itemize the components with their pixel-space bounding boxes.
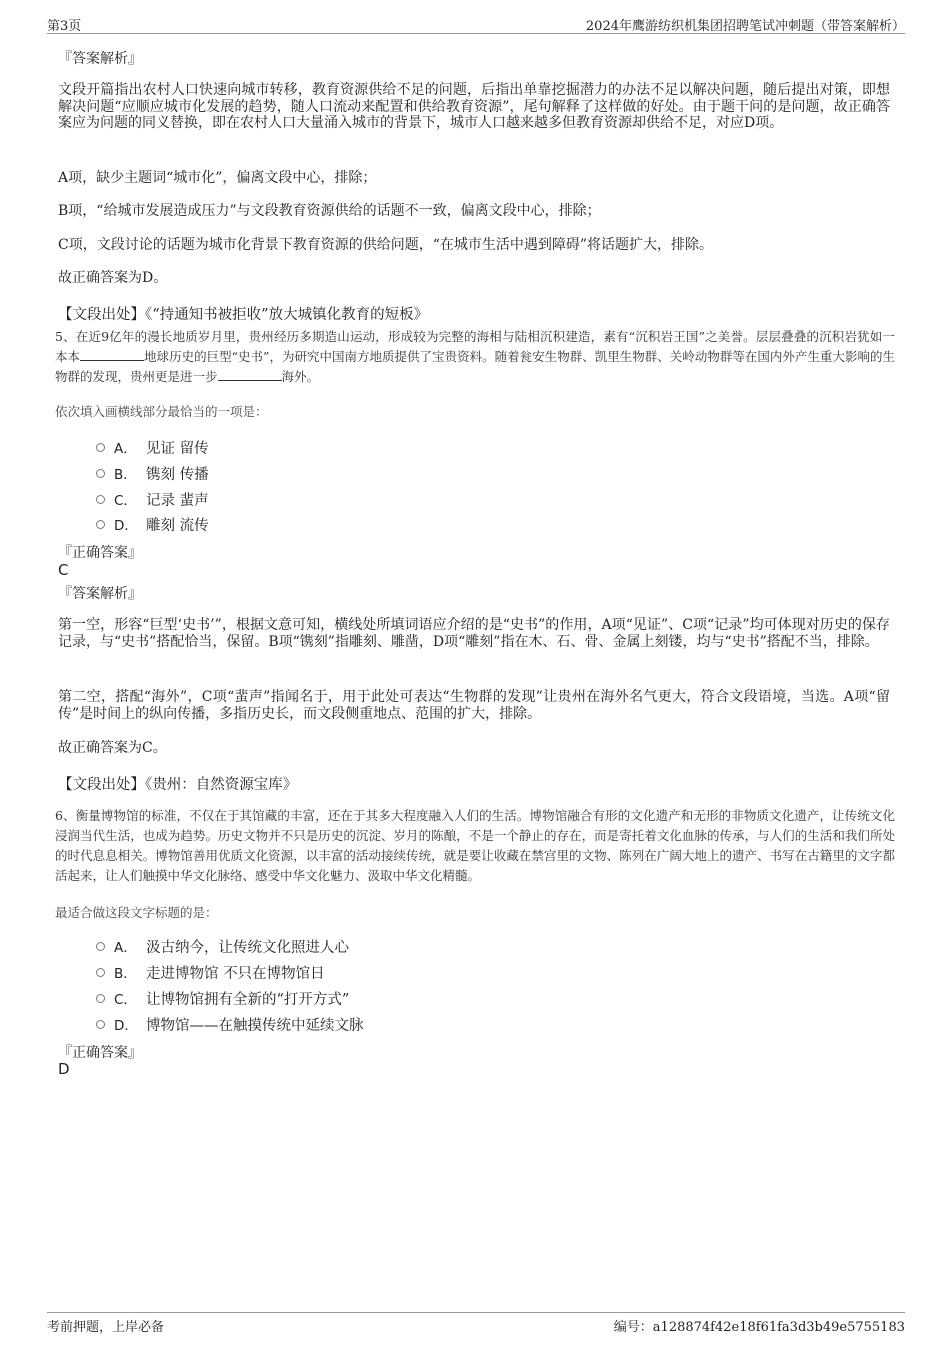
option-text: 让博物馆拥有全新的“打开方式” [146,992,350,1008]
option-text: 汲古纳今，让传统文化照进人心 [146,940,349,956]
option-text: 见证 留传 [146,441,209,457]
q5-analysis-label: 『答案解析』 [58,586,142,602]
radio-icon[interactable] [96,443,105,452]
radio-icon[interactable] [96,942,105,951]
document-code: 编号：a128874f42e18f61fa3d3b49e5755183 [613,1320,905,1335]
q4-conclusion: 故正确答案为D。 [58,270,168,286]
option-letter: B． [114,966,137,982]
option-text: 记录 蜚声 [146,493,209,509]
q6-stem: 6、衡量博物馆的标准，不仅在于其馆藏的丰富，还在于其多大程度融入人们的生活。博物馆融合有形的文化遗产和无形的非物质文化遗产，让传统文化浸润当代生活，也成为趋势。历史文物并不只是历史的沉淀、岁月的陈酿，不是一个静止的存在，而是寄托着文化血脉的传承，与人们的生活和我们所处的时代息息相关。博物馆善用优质文化资源，以丰富的活动接续传统，就是要让收藏在禁宫里的文物、陈列在广阔大地上的遗产、书写在古籍里的文字都活起来，让人们触摸中华文化脉络、感受中华文化魅力、汲取中华文化精髓。 [55,808,895,883]
radio-icon[interactable] [96,1020,105,1029]
radio-icon[interactable] [96,469,105,478]
option-text: 雕刻 流传 [146,518,209,534]
option-letter: A． [114,441,137,457]
option-text: 走进博物馆 不只在博物馆日 [146,966,325,982]
radio-icon[interactable] [96,520,105,529]
radio-icon[interactable] [96,495,105,504]
q4-source: 【文段出处】《“持通知书被拒收”放大城镇化教育的短板》 [58,307,429,323]
q5-blank-2 [218,369,282,381]
q5-stem [55,327,895,387]
option-letter: C． [114,992,137,1008]
q5-correct-label: 『正确答案』 [58,545,142,561]
option-letter: A． [114,940,137,956]
q5-stem-part2: 地球历史的巨型“史书”，为研究中国南方地质提供了宝贵资料。随着瓮安生物群、凯里生物群、关岭动物群等在国内外产生重大影响的生物群的发现，贵州更是进一步 [55,349,895,384]
radio-icon[interactable] [96,994,105,1003]
page-number: 第3页 [47,19,82,34]
option-letter: D． [114,1018,138,1034]
q6-correct-answer: D [58,1060,70,1078]
page-header [47,12,905,34]
q4-explain-b: B项，“给城市发展造成压力”与文段教育资源供给的话题不一致，偏离文段中心，排除； [58,203,601,219]
q6-prompt: 最适合做这段文字标题的是： [55,905,218,920]
page-footer [47,1312,905,1334]
q5-analysis-p1: 第一空，形容“巨型‘史书’”，根据文意可知，横线处所填词语应介绍的是“史书”的作用，A项“见证”、C项“记录”均可体现对历史的保存记录，与“史书”搭配恰当，保留。B项“镌刻”指雕刻、雕凿，D项“雕刻”指在木、石、骨、金属上刻镂，均与“史书”搭配不当，排除。 [58,617,890,650]
option-text: 镌刻 传播 [146,467,209,483]
q5-stem-part1: 5、在近9亿年的漫长地质岁月里，贵州经历多期造山运动，形成较为完整的海相与陆相沉积建造，素有“沉积岩王国”之美誉。层层叠叠的沉积岩犹如一本本 [55,329,895,364]
document-title: 2024年鹰游纺织机集团招聘笔试冲刺题（带答案解析） [585,19,905,34]
option-letter: C． [114,493,137,509]
q5-blank-1 [80,349,144,361]
q6-correct-label: 『正确答案』 [58,1045,142,1061]
q5-conclusion: 故正确答案为C。 [58,740,167,756]
q5-prompt: 依次填入画横线部分最恰当的一项是： [55,404,268,419]
q5-source: 【文段出处】《贵州：自然资源宝库》 [58,777,298,793]
q4-analysis-label: 『答案解析』 [58,51,142,67]
q5-analysis-p2: 第二空，搭配“海外”，C项“蜚声”指闻名于，用于此处可表达“生物群的发现”让贵州在海外名气更大，符合文段语境，当选。A项“留传”是时间上的纵向传播，多指历史长，而文段侧重地点、范围的扩大，排除。 [58,689,890,722]
q4-analysis-paragraph: 文段开篇指出农村人口快速向城市转移，教育资源供给不足的问题，后指出单靠挖掘潜力的办法不足以解决问题，随后提出对策，即想解决问题“应顺应城市化发展的趋势，随人口流动来配置和供给教育资源”，尾句解释了这样做的好处。由于题干问的是问题，故正确答案应为问题的同义替换，即在农村人口大量涌入城市的背景下，城市人口越来越多但教育资源却供给不足，对应D项。 [58,82,890,131]
q5-stem-part3: 海外。 [281,369,320,384]
option-letter: B． [114,467,137,483]
q4-explain-a: A项，缺少主题词“城市化”，偏离文段中心，排除； [58,170,377,186]
footer-slogan: 考前押题，上岸必备 [47,1320,165,1335]
option-text: 博物馆——在触摸传统中延续文脉 [146,1018,364,1034]
q4-explain-c: C项，文段讨论的话题为城市化背景下教育资源的供给问题，“在城市生活中遇到障碍”将话题扩大，排除。 [58,237,714,253]
q5-correct-answer: C [58,561,69,579]
option-letter: D． [114,518,138,534]
radio-icon[interactable] [96,968,105,977]
